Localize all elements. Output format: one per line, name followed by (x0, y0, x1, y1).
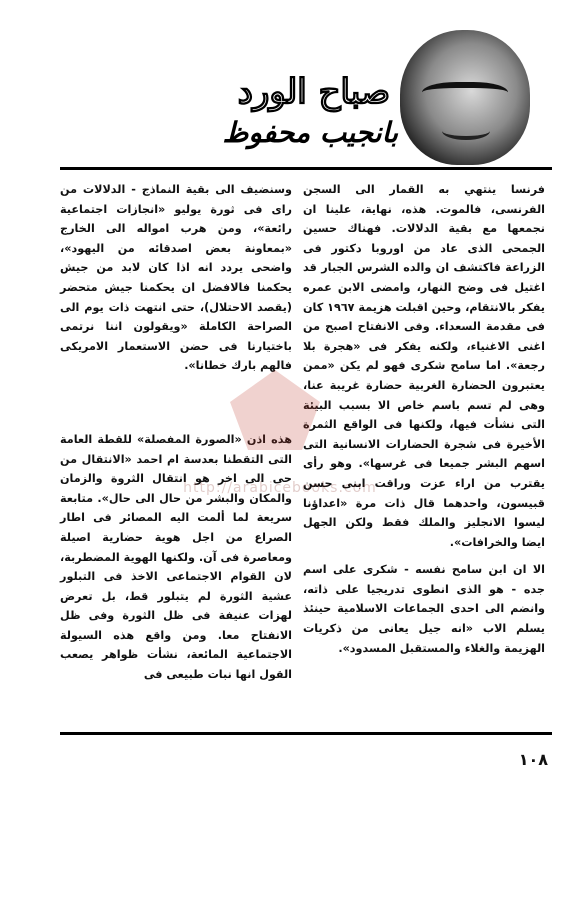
watermark-text: http://arabicebooks.com (183, 480, 377, 496)
mouth-shape (442, 122, 490, 140)
left-text-column (60, 180, 292, 693)
right-paragraph-2: الا ان ابن سامح نفسه - شكرى على اسم جده - هو الذى انطوى تدريجيا على ذاته، وانضم الى احدى الجماعات الاسلامية حينئذ يسلم الاب «انه جيل يعانى من ذكريات الهزيمة والغلاء والمستقبل المسدود». (303, 563, 545, 655)
right-paragraph-1: فرنسا ينتهي به القمار الى السجن الفرنسى، فالموت. هذه، نهاية، علينا ان نجمعها مع بقية الدلالات. فهناك حسين الجمحى الذى عاد من اوروبا دكتور فى الزراعة فاكتشف ان والده الشرس الجبار قد اغتيل فى وضح النهار، وامضى الابن عمره يفكر بالانتقام، وحين اقبلت هزيمة ١٩٦٧ كان فى مقدمة السعداء. وفى الانفتاح اصبح من اغنى الاغنياء، ولكنه يفكر فى «هجرة بلا رجعة». اما سامح شكرى فهو لم يكن «ممن يعتبرون الحضارة الغربية حضارة غريبة عنا، وهى لم تسم باسم خاص الا بسبب البيئة التى نشأت فيها، ولكنها فى الواقع الثمرة الأخيرة فى شجرة الحضارات الانسانية التى اسهم البشر جميعا فى غرسها». وهو رأى يقترب من اراء عزت وراقت ابنى حسن قبيسون، واحدهما قال ذات مرة «اعداؤنا ليسوا الانجليز والملك فقط ولكن الجهل ايضا والخرافات». (303, 183, 545, 549)
glasses-shape (422, 82, 508, 108)
article-header (150, 30, 530, 170)
page-number: ١٠٨ (518, 750, 548, 769)
top-divider (60, 167, 552, 170)
left-paragraph-2: هذه اذن «الصورة المفصلة» للقطة العامة التى التقطنا بعدسة ام احمد «الانتقال من حى الى اخر هو انتقال الثروة والزمان والمكان والبشر من حال الى حال». متابعة سريعة لما ألمت اليه المصائر فى اطار الصراع من اجل هوية حضارية اصيلة ومعاصرة فى آن. ولكنها الهوية المضطربة، لان القوام الاجتماعى الاخذ فى التبلور عشية الثورة لم يتبلور قط، بل تعرض لهزات عنيفة فى ظل الثورة وفى ظل الانفتاح معا. ومن واقع هذه السيولة الاجتماعية المائعة، نشأت ظواهر يصعب القول انها نبات طبيعى فى (60, 432, 292, 682)
left-paragraph-1: وسنضيف الى بقية النماذج - الدلالات من راى فى ثورة يوليو «انجازات اجتماعية رائعة»، ومن هرب امواله الى الخارج «بمعاونة بعض اصدقائه من اليهود»، واضحى يردد انه اذا كان لابد من جيش يحكمنا فالافضل ان يحكمنا جيش متحضر (يقصد الاحتلال)، حتى انتهت ذات يوم الى الصراحة الكاملة «ويقولون اننا نرتمى باختيارنا فى حضن الاستعمار الامريكى فالهم بارك خطانا». (60, 183, 292, 373)
bottom-divider (60, 732, 552, 735)
article-subtitle: بانجيب محفوظ (222, 116, 398, 149)
article-title: صباح الورد (237, 72, 390, 112)
author-portrait (400, 30, 530, 165)
right-text-column (303, 180, 545, 666)
